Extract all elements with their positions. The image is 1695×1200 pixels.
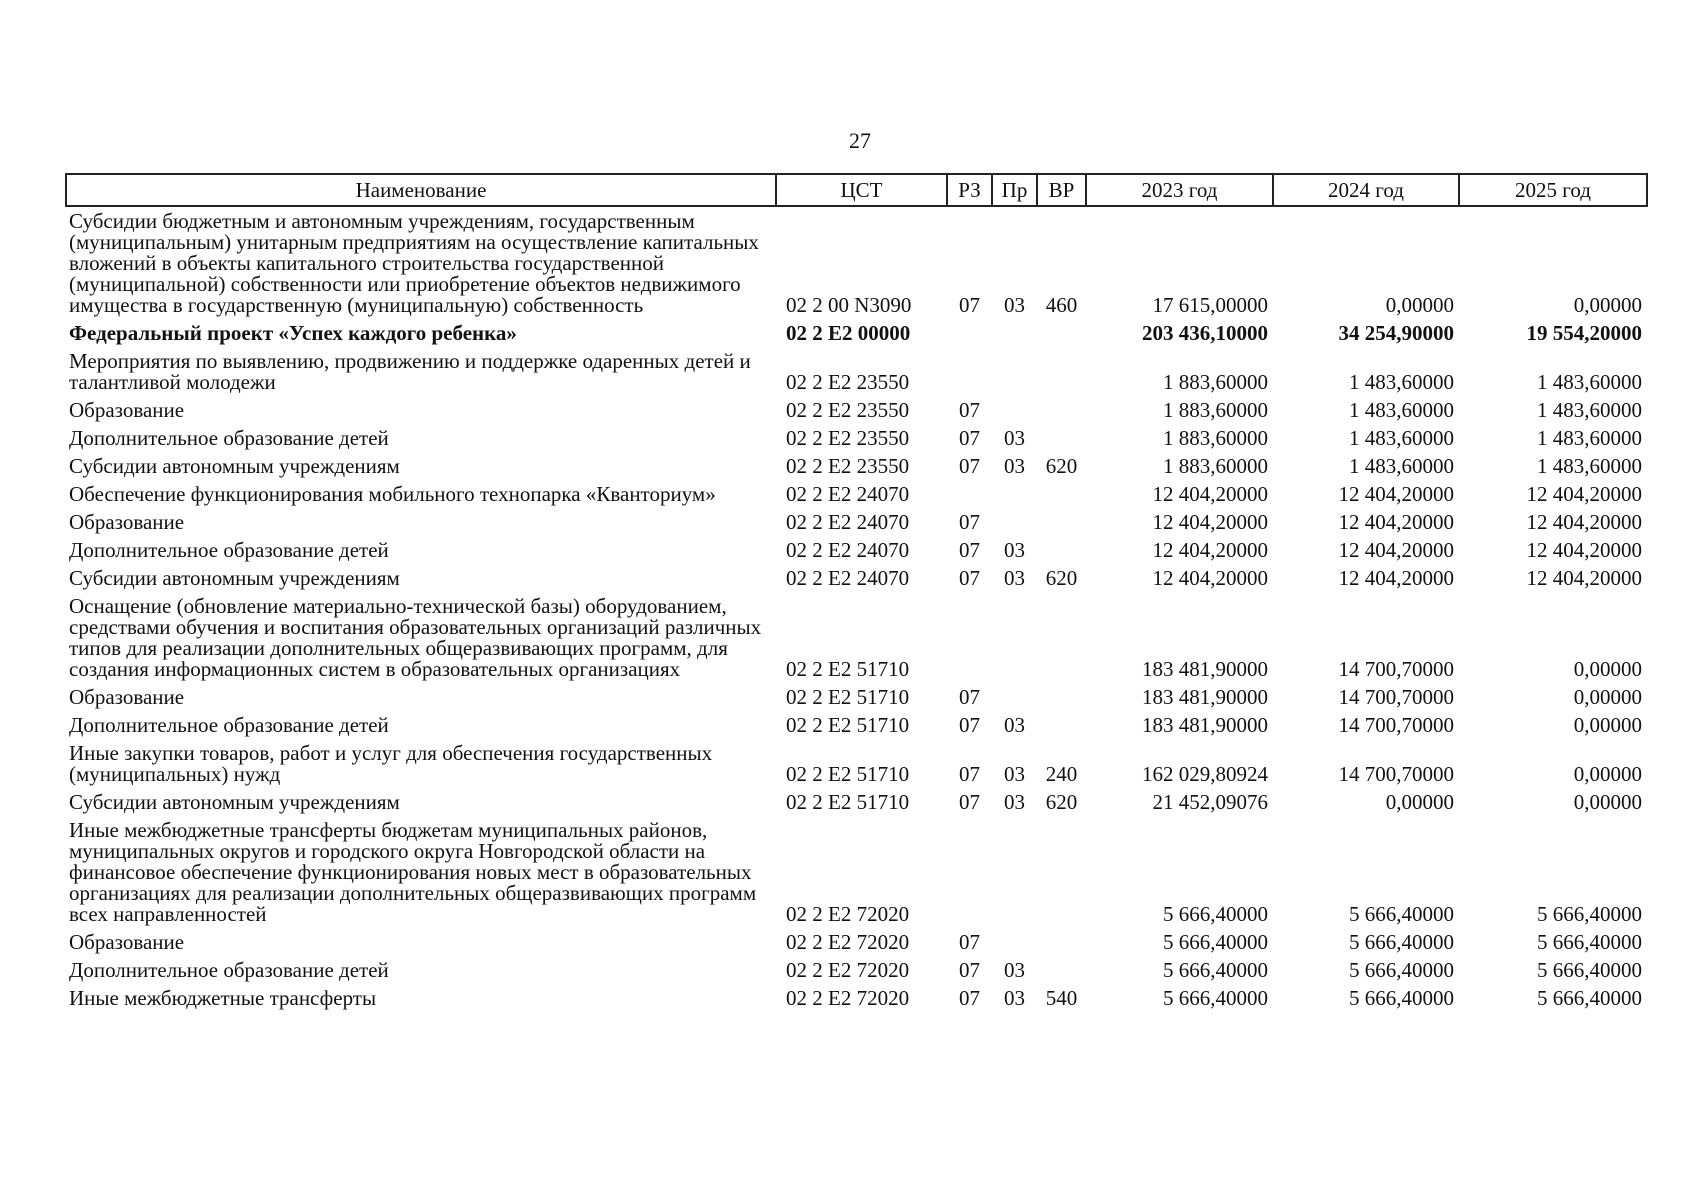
header-rz: РЗ xyxy=(947,174,992,206)
cell-vr xyxy=(1037,424,1086,452)
cell-cst: 02 2 E2 72020 xyxy=(786,986,910,1010)
cell-y2024: 12 404,20000 xyxy=(1338,482,1454,506)
cell-cst: 02 2 E2 23550 xyxy=(786,370,910,394)
table-row xyxy=(66,396,1647,424)
header-vr: ВР xyxy=(1037,174,1086,206)
cell-cst: 02 2 E2 24070 xyxy=(786,566,910,590)
cell-name: Образование xyxy=(69,930,185,954)
cell-y2023: 1 883,60000 xyxy=(1163,370,1268,394)
cell-name: Дополнительное образование детей xyxy=(69,713,389,737)
cell-rz: 07 xyxy=(959,454,980,478)
table-row xyxy=(66,788,1647,816)
cell-y2024: 1 483,60000 xyxy=(1349,426,1454,450)
cell-name: Дополнительное образование детей xyxy=(69,958,389,982)
cell-pr: 03 xyxy=(1004,713,1025,737)
cell-y2023: 5 666,40000 xyxy=(1163,902,1268,926)
table-row xyxy=(66,564,1647,592)
cell-rz: 07 xyxy=(959,986,980,1010)
table-row-project xyxy=(66,319,1647,347)
cell-y2024: 1 483,60000 xyxy=(1349,398,1454,422)
cell-pr xyxy=(992,347,1037,396)
table-row xyxy=(66,956,1647,984)
table-row xyxy=(66,347,1647,396)
cell-pr: 03 xyxy=(1004,293,1025,317)
cell-vr: 540 xyxy=(1045,986,1078,1010)
cell-rz: 07 xyxy=(959,538,980,562)
table-row xyxy=(66,452,1647,480)
cell-vr: 620 xyxy=(1045,454,1078,478)
cell-name: Субсидии автономным учреждениям xyxy=(69,566,400,590)
cell-rz: 07 xyxy=(959,293,980,317)
header-pr: Пр xyxy=(992,174,1037,206)
cell-y2024: 14 700,70000 xyxy=(1338,685,1454,709)
cell-vr xyxy=(1037,508,1086,536)
cell-y2025: 0,00000 xyxy=(1573,762,1642,786)
table-row xyxy=(66,508,1647,536)
cell-y2025: 0,00000 xyxy=(1573,293,1642,317)
cell-y2025: 0,00000 xyxy=(1573,790,1642,814)
cell-y2023: 5 666,40000 xyxy=(1163,986,1268,1010)
header-name: Наименование xyxy=(66,174,776,206)
cell-y2024: 12 404,20000 xyxy=(1338,510,1454,534)
cell-name: Оснащение (обновление материально-технической базы) оборудованием, средствами обучения и воспитания образовательных организаций различных типов для реализации дополнительных общеразвивающих программ, для создания информационных систем в образовательных организациях xyxy=(69,594,762,681)
cell-name: Образование xyxy=(69,510,185,534)
table-row xyxy=(66,536,1647,564)
cell-y2023: 5 666,40000 xyxy=(1163,958,1268,982)
cell-pr: 03 xyxy=(1004,790,1025,814)
cell-vr xyxy=(1037,536,1086,564)
table-row xyxy=(66,206,1647,319)
cell-name: Иные межбюджетные трансферты бюджетам муниципальных районов, муниципальных округов и городского округа Новгородской области на финансовое обеспечение функционирования новых мест в образовательных организациях для реализации дополнительных общеразвивающих программ всех направленностей xyxy=(69,818,757,926)
cell-cst: 02 2 E2 72020 xyxy=(786,902,910,926)
cell-y2025: 1 483,60000 xyxy=(1537,454,1642,478)
cell-vr xyxy=(1037,816,1086,928)
cell-rz: 07 xyxy=(959,398,980,422)
cell-cst: 02 2 00 N3090 xyxy=(786,293,912,317)
cell-rz: 07 xyxy=(959,510,980,534)
cell-vr xyxy=(1037,592,1086,683)
table-row xyxy=(66,711,1647,739)
cell-y2024: 12 404,20000 xyxy=(1338,538,1454,562)
cell-pr xyxy=(992,480,1037,508)
cell-y2024: 0,00000 xyxy=(1385,293,1454,317)
table-row xyxy=(66,928,1647,956)
cell-cst: 02 2 E2 51710 xyxy=(786,790,910,814)
table-row xyxy=(66,816,1647,928)
cell-cst: 02 2 E2 24070 xyxy=(786,482,910,506)
cell-cst: 02 2 E2 51710 xyxy=(786,657,910,681)
cell-name: Иные межбюджетные трансферты xyxy=(69,986,377,1010)
cell-y2025: 5 666,40000 xyxy=(1537,930,1642,954)
header-2025: 2025 год xyxy=(1459,174,1647,206)
cell-cst: 02 2 E2 00000 xyxy=(786,321,911,345)
cell-y2024: 1 483,60000 xyxy=(1349,370,1454,394)
cell-y2023: 17 615,00000 xyxy=(1152,293,1268,317)
cell-pr xyxy=(992,592,1037,683)
cell-y2024: 5 666,40000 xyxy=(1349,902,1454,926)
cell-y2025: 5 666,40000 xyxy=(1537,958,1642,982)
cell-y2025: 12 404,20000 xyxy=(1526,566,1642,590)
cell-y2023: 183 481,90000 xyxy=(1142,685,1268,709)
cell-cst: 02 2 E2 24070 xyxy=(786,538,910,562)
cell-y2025: 1 483,60000 xyxy=(1537,426,1642,450)
cell-y2023: 1 883,60000 xyxy=(1163,426,1268,450)
header-2023: 2023 год xyxy=(1086,174,1273,206)
cell-rz: 07 xyxy=(959,685,980,709)
cell-y2023: 12 404,20000 xyxy=(1152,510,1268,534)
header-2024: 2024 год xyxy=(1273,174,1459,206)
cell-y2023: 183 481,90000 xyxy=(1142,657,1268,681)
cell-y2025: 0,00000 xyxy=(1573,713,1642,737)
cell-rz xyxy=(947,592,992,683)
cell-pr xyxy=(992,816,1037,928)
cell-pr: 03 xyxy=(1004,958,1025,982)
table-body xyxy=(66,206,1647,1012)
cell-rz: 07 xyxy=(959,930,980,954)
cell-y2025: 12 404,20000 xyxy=(1526,482,1642,506)
cell-y2023: 12 404,20000 xyxy=(1152,482,1268,506)
cell-vr xyxy=(1037,396,1086,424)
cell-cst: 02 2 E2 51710 xyxy=(786,685,910,709)
cell-y2024: 14 700,70000 xyxy=(1338,657,1454,681)
cell-y2024: 34 254,90000 xyxy=(1338,321,1454,345)
cell-y2025: 12 404,20000 xyxy=(1526,510,1642,534)
cell-y2025: 0,00000 xyxy=(1573,685,1642,709)
cell-y2024: 5 666,40000 xyxy=(1349,958,1454,982)
cell-cst: 02 2 E2 23550 xyxy=(786,454,910,478)
cell-y2025: 1 483,60000 xyxy=(1537,370,1642,394)
cell-name: Образование xyxy=(69,685,185,709)
cell-name: Дополнительное образование детей xyxy=(69,538,389,562)
cell-name: Дополнительное образование детей xyxy=(69,426,389,450)
cell-vr xyxy=(1037,347,1086,396)
table-header-row xyxy=(66,174,1647,206)
cell-y2023: 183 481,90000 xyxy=(1142,713,1268,737)
cell-vr: 240 xyxy=(1045,762,1078,786)
cell-pr xyxy=(992,508,1037,536)
cell-vr: 620 xyxy=(1045,790,1078,814)
cell-y2024: 14 700,70000 xyxy=(1338,713,1454,737)
cell-y2023: 12 404,20000 xyxy=(1152,566,1268,590)
cell-pr: 03 xyxy=(1004,538,1025,562)
cell-vr: 620 xyxy=(1045,566,1078,590)
cell-name: Субсидии автономным учреждениям xyxy=(69,454,400,478)
cell-name: Субсидии бюджетным и автономным учреждениям, государственным (муниципальным) унитарным предприятиям на осуществление капитальных вложений в объекты капитального строительства государственной (муниципальной) собственности или приобретение объектов недвижимого имущества в государственную (муниципальную) собственность xyxy=(69,209,759,317)
budget-table xyxy=(65,173,1648,1012)
cell-cst: 02 2 E2 23550 xyxy=(786,398,910,422)
cell-vr: 460 xyxy=(1045,293,1078,317)
cell-pr xyxy=(992,928,1037,956)
cell-rz: 07 xyxy=(959,566,980,590)
cell-y2025: 5 666,40000 xyxy=(1537,986,1642,1010)
cell-y2023: 1 883,60000 xyxy=(1163,398,1268,422)
table-row xyxy=(66,739,1647,788)
cell-rz xyxy=(947,319,992,347)
cell-vr xyxy=(1037,319,1086,347)
cell-y2025: 12 404,20000 xyxy=(1526,538,1642,562)
cell-name: Субсидии автономным учреждениям xyxy=(69,790,400,814)
cell-y2024: 12 404,20000 xyxy=(1338,566,1454,590)
cell-pr: 03 xyxy=(1004,426,1025,450)
cell-pr xyxy=(992,319,1037,347)
cell-y2023: 1 883,60000 xyxy=(1163,454,1268,478)
cell-cst: 02 2 E2 24070 xyxy=(786,510,910,534)
cell-cst: 02 2 E2 51710 xyxy=(786,713,910,737)
cell-y2023: 21 452,09076 xyxy=(1152,790,1268,814)
header-cst: ЦСТ xyxy=(776,174,947,206)
cell-rz: 07 xyxy=(959,958,980,982)
cell-y2025: 5 666,40000 xyxy=(1537,902,1642,926)
cell-pr xyxy=(992,683,1037,711)
cell-cst: 02 2 E2 23550 xyxy=(786,426,910,450)
table-row xyxy=(66,424,1647,452)
table-row xyxy=(66,592,1647,683)
cell-rz xyxy=(947,347,992,396)
cell-y2025: 19 554,20000 xyxy=(1526,321,1642,345)
table-row xyxy=(66,984,1647,1012)
cell-name: Иные закупки товаров, работ и услуг для обеспечения государственных (муниципальных) нужд xyxy=(69,741,713,786)
cell-rz xyxy=(947,480,992,508)
cell-name: Образование xyxy=(69,398,185,422)
cell-name: Мероприятия по выявлению, продвижению и поддержке одаренных детей и талантливой молодежи xyxy=(69,349,751,394)
cell-y2023: 5 666,40000 xyxy=(1163,930,1268,954)
cell-rz: 07 xyxy=(959,426,980,450)
cell-pr: 03 xyxy=(1004,566,1025,590)
cell-rz: 07 xyxy=(959,713,980,737)
cell-y2025: 0,00000 xyxy=(1573,657,1642,681)
cell-y2024: 5 666,40000 xyxy=(1349,930,1454,954)
cell-vr xyxy=(1037,928,1086,956)
cell-rz xyxy=(947,816,992,928)
cell-pr: 03 xyxy=(1004,762,1025,786)
cell-name: Федеральный проект «Успех каждого ребенка» xyxy=(69,321,517,345)
cell-y2023: 203 436,10000 xyxy=(1142,321,1268,345)
table-row xyxy=(66,480,1647,508)
cell-pr: 03 xyxy=(1004,986,1025,1010)
cell-name: Обеспечение функционирования мобильного технопарка «Кванториум» xyxy=(69,482,716,506)
cell-vr xyxy=(1037,683,1086,711)
cell-y2023: 12 404,20000 xyxy=(1152,538,1268,562)
page-number: 27 xyxy=(849,128,871,153)
table-row xyxy=(66,683,1647,711)
cell-y2024: 14 700,70000 xyxy=(1338,762,1454,786)
cell-y2024: 0,00000 xyxy=(1385,790,1454,814)
cell-vr xyxy=(1037,956,1086,984)
cell-y2024: 1 483,60000 xyxy=(1349,454,1454,478)
cell-vr xyxy=(1037,711,1086,739)
cell-rz: 07 xyxy=(959,790,980,814)
cell-y2025: 1 483,60000 xyxy=(1537,398,1642,422)
cell-cst: 02 2 E2 51710 xyxy=(786,762,910,786)
cell-y2024: 5 666,40000 xyxy=(1349,986,1454,1010)
cell-y2023: 162 029,80924 xyxy=(1142,762,1268,786)
cell-pr xyxy=(992,396,1037,424)
cell-rz: 07 xyxy=(959,762,980,786)
cell-pr: 03 xyxy=(1004,454,1025,478)
cell-vr xyxy=(1037,480,1086,508)
cell-cst: 02 2 E2 72020 xyxy=(786,930,910,954)
cell-cst: 02 2 E2 72020 xyxy=(786,958,910,982)
